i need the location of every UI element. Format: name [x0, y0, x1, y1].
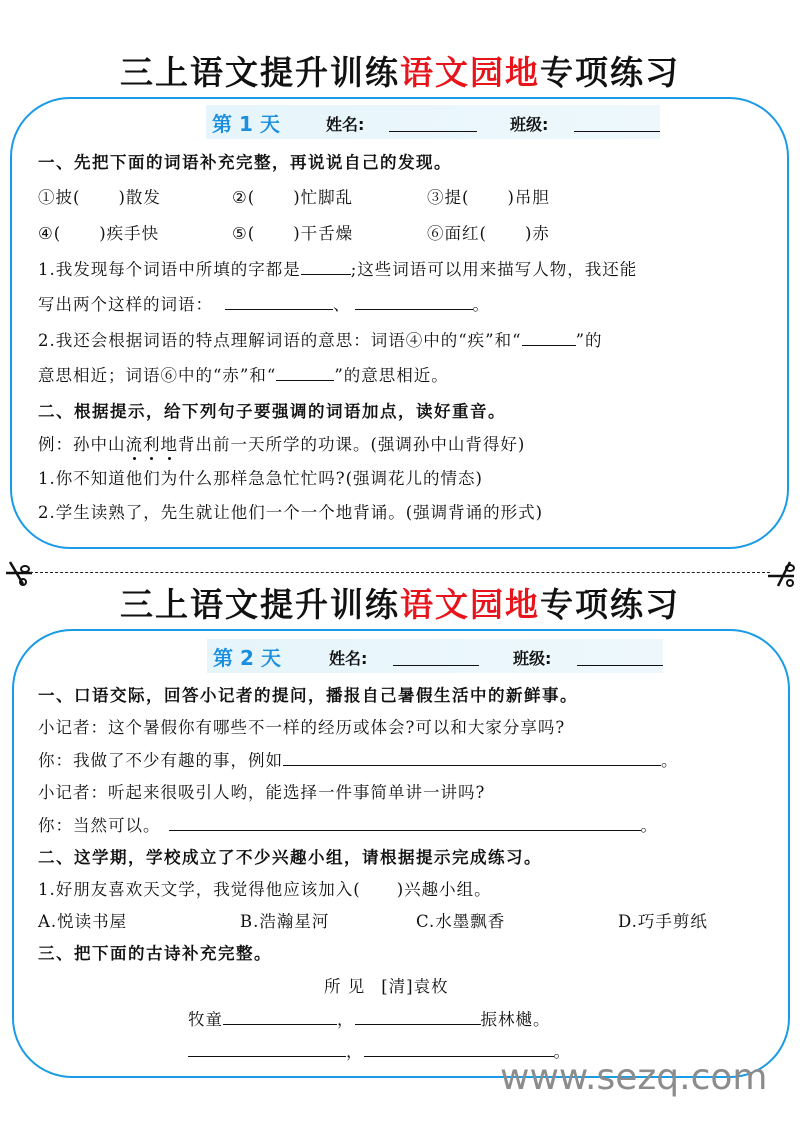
s2-q1-reporter-2: 小记者：听起来很吸引人哟，能选择一件事简单讲一讲吗?	[38, 783, 486, 802]
emphasis-dot-char: 流	[125, 435, 143, 454]
poem-author: [清]袁枚	[381, 977, 449, 996]
title-prefix: 三上语文提升训练	[120, 53, 400, 92]
title-highlight: 语文园地	[400, 585, 540, 624]
option-b[interactable]: B.浩瀚星河	[240, 912, 330, 931]
emphasis-dot-char: 地	[160, 435, 178, 454]
day-label: 第 2 天	[213, 646, 281, 670]
s2-q2-heading: 二、这学期，学校成立了不少兴趣小组，请根据提示完成练习。	[38, 848, 542, 867]
word-item-1: ①披( )散发	[38, 188, 161, 207]
s1-q2-sentence1[interactable]: 1.你不知道他们为什么那样急急忙忙吗?(强调花儿的情态)	[38, 469, 483, 488]
word-item-4: ④( )疾手快	[38, 224, 160, 243]
poem-blank[interactable]	[364, 1042, 554, 1057]
s2-q2-question: 1.好朋友喜欢天文学，我觉得他应该加入( )兴趣小组。	[38, 880, 492, 899]
name-label: 姓名:	[326, 115, 365, 134]
sheet1-header-row	[206, 105, 660, 139]
class-field[interactable]	[577, 665, 663, 666]
s2-q1-heading: 一、口语交际，回答小记者的提问，播报自己暑假生活中的新鲜事。	[38, 686, 578, 705]
class-label: 班级:	[510, 115, 549, 134]
s2-q1-you-1: 你：我做了不少有趣的事，例如 。	[38, 751, 679, 770]
title-prefix: 三上语文提升训练	[120, 585, 400, 624]
s1-q1-sentence1-cont: 写出两个这样的词语： 、 。	[38, 295, 490, 314]
poem-blank[interactable]	[223, 1010, 337, 1025]
class-field[interactable]	[574, 131, 660, 132]
poem-line-1: 牧童 ， 振林樾。	[188, 1010, 551, 1029]
title-highlight: 语文园地	[400, 53, 540, 92]
word-item-2: ②( )忙脚乱	[232, 188, 354, 207]
s1-q2-example: 例：孙中山流利地背出前一天所学的功课。(强调孙中山背得好)	[38, 435, 526, 454]
word-item-6: ⑥面红( )赤	[427, 224, 550, 243]
answer-line[interactable]	[169, 816, 641, 831]
sheet2-header-row	[207, 639, 663, 673]
poem-blank[interactable]	[355, 1010, 481, 1025]
word-blank-b[interactable]	[355, 295, 473, 310]
answer-blank[interactable]	[276, 366, 334, 381]
s2-q3-heading: 三、把下面的古诗补充完整。	[38, 944, 272, 963]
s1-q1-sentence2: 2.我还会根据词语的特点理解词语的意思：词语④中的“疾”和“ ”的	[38, 331, 603, 350]
title-suffix: 专项练习	[540, 585, 680, 624]
scissors-icon	[4, 558, 34, 588]
title-suffix: 专项练习	[540, 53, 680, 92]
watermark: www.sezq.com	[500, 1057, 768, 1098]
class-label: 班级:	[513, 649, 552, 668]
s1-q2-heading: 二、根据提示，给下列句子要强调的词语加点，读好重音。	[38, 402, 506, 421]
sheet1-title	[0, 53, 800, 93]
sheet2-title	[0, 585, 800, 625]
poem-title	[324, 976, 449, 998]
option-d[interactable]: D.巧手剪纸	[618, 912, 708, 931]
poem-line-2: ， 。	[188, 1041, 571, 1063]
s2-q1-reporter-1: 小记者：这个暑假你有哪些不一样的经历或体会?可以和大家分享吗?	[38, 718, 566, 737]
poem-name: 所 见	[324, 977, 366, 996]
name-field[interactable]	[389, 131, 477, 132]
cut-line	[30, 572, 770, 573]
s1-q2-sentence2[interactable]: 2.学生读熟了，先生就让他们一个一个地背诵。(强调背诵的形式)	[38, 503, 544, 522]
option-c[interactable]: C.水墨飘香	[416, 912, 506, 931]
word-item-5: ⑤( )干舌燥	[232, 224, 354, 243]
word-blank-a[interactable]	[225, 295, 333, 310]
scissors-icon	[766, 558, 796, 588]
option-a[interactable]: A.悦读书屋	[38, 912, 128, 931]
s1-q1-heading: 一、先把下面的词语补充完整，再说说自己的发现。	[38, 153, 452, 172]
s1-q1-sentence2-cont: 意思相近；词语⑥中的“赤”和“ ”的意思相近。	[38, 366, 449, 385]
name-field[interactable]	[393, 665, 479, 666]
s1-q1-sentence1: 1.我发现每个词语中所填的字都是 ;这些词语可以用来描写人物，我还能	[38, 260, 638, 279]
answer-line[interactable]	[283, 751, 661, 766]
answer-blank[interactable]	[301, 260, 351, 275]
name-label: 姓名:	[329, 649, 368, 668]
emphasis-dot-char: 利	[143, 435, 161, 454]
day-label: 第 1 天	[212, 112, 280, 136]
word-item-3: ③提( )吊胆	[427, 188, 550, 207]
poem-blank[interactable]	[188, 1042, 346, 1057]
s2-q1-you-2: 你：当然可以。 。	[38, 816, 658, 835]
answer-blank[interactable]	[522, 331, 576, 346]
